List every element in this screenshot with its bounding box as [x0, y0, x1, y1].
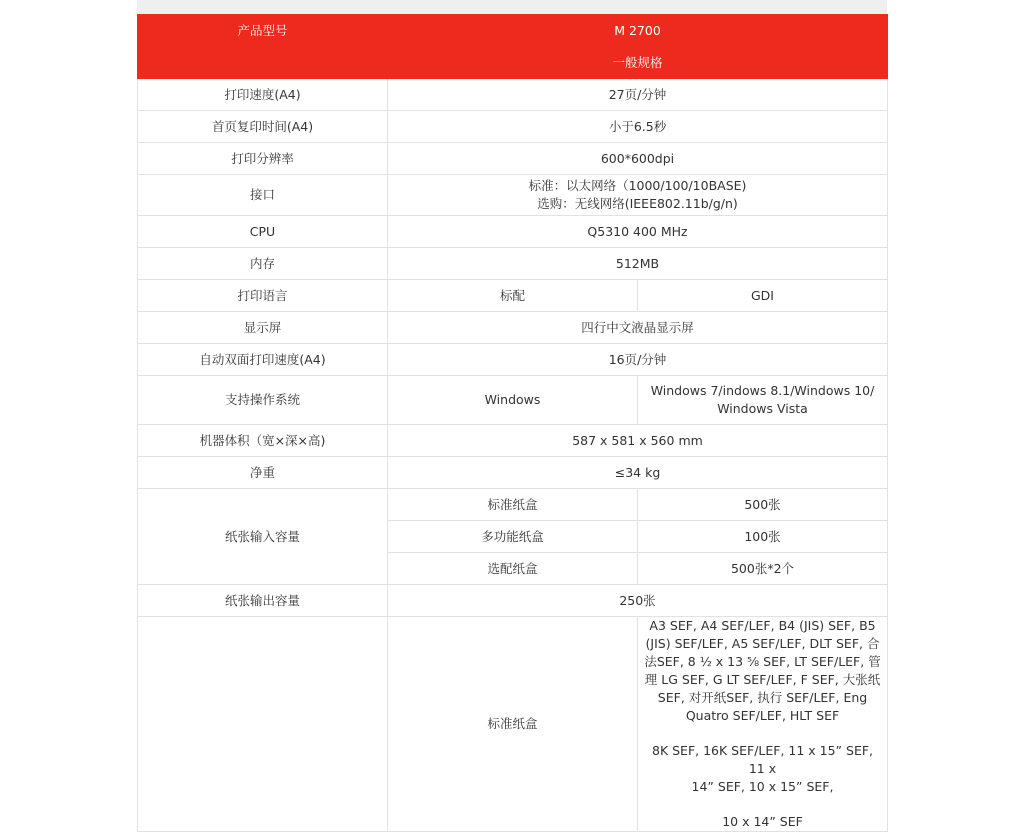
table-row	[138, 216, 888, 248]
section-spacer	[138, 47, 388, 79]
os-line-1: Windows 7/indows 8.1/Windows 10/	[650, 383, 875, 398]
row-value: 500张	[638, 489, 888, 521]
paper-size-list	[638, 617, 888, 832]
row-sub-label: 多功能纸盒	[388, 521, 638, 553]
paper-size-line: Quatro SEF/LEF, HLT SEF	[685, 708, 840, 723]
row-label: 接口	[138, 175, 388, 216]
table-row	[138, 175, 888, 216]
row-value: 小于6.5秒	[388, 111, 888, 143]
header-row-model	[138, 15, 888, 47]
header-row-section	[138, 47, 888, 79]
table-row	[138, 617, 888, 832]
spacer	[644, 725, 881, 742]
row-value: 四行中文液晶显示屏	[388, 312, 888, 344]
row-label: 纸张输出容量	[138, 585, 388, 617]
row-value: GDI	[638, 280, 888, 312]
table-row	[138, 312, 888, 344]
row-label: 打印语言	[138, 280, 388, 312]
interface-standard: 标准：以太网络（1000/100/10BASE)	[528, 178, 747, 193]
table-row	[138, 143, 888, 175]
row-value: ≤34 kg	[388, 457, 888, 489]
row-sub-label: Windows	[388, 376, 638, 425]
row-value: 500张*2个	[638, 553, 888, 585]
top-strip	[137, 0, 887, 14]
table-row	[138, 111, 888, 143]
row-sub-label: 标准纸盒	[388, 489, 638, 521]
row-label: 打印分辨率	[138, 143, 388, 175]
paper-size-line: 14” SEF, 10 x 15” SEF,	[691, 779, 834, 794]
table-row	[138, 376, 888, 425]
row-value: 587 x 581 x 560 mm	[388, 425, 888, 457]
row-label: 自动双面打印速度(A4)	[138, 344, 388, 376]
row-value: 16页/分钟	[388, 344, 888, 376]
row-label: 净重	[138, 457, 388, 489]
row-value: 27页/分钟	[388, 79, 888, 111]
row-label: 支持操作系统	[138, 376, 388, 425]
row-label: 机器体积（宽×深×高)	[138, 425, 388, 457]
row-label: 首页复印时间(A4)	[138, 111, 388, 143]
table-row	[138, 425, 888, 457]
spacer	[644, 796, 881, 813]
paper-size-line: (JIS) SEF/LEF, A5 SEF/LEF, DLT SEF, 合	[645, 636, 880, 651]
row-label: CPU	[138, 216, 388, 248]
table-row	[138, 457, 888, 489]
section-title: 一般规格	[388, 47, 888, 79]
row-sub-label: 标配	[388, 280, 638, 312]
model-value: M 2700	[388, 15, 888, 47]
table-row	[138, 489, 888, 521]
table-row	[138, 280, 888, 312]
row-value: 512MB	[388, 248, 888, 280]
row-value	[388, 175, 888, 216]
row-label: 内存	[138, 248, 388, 280]
paper-size-line: A3 SEF, A4 SEF/LEF, B4 (JIS) SEF, B5	[649, 618, 876, 633]
paper-size-line: 法SEF, 8 ½ x 13 ⅝ SEF, LT SEF/LEF, 管	[644, 654, 881, 669]
row-value	[638, 376, 888, 425]
row-label: 显示屏	[138, 312, 388, 344]
row-label: 打印速度(A4)	[138, 79, 388, 111]
row-value: 600*600dpi	[388, 143, 888, 175]
table-row	[138, 248, 888, 280]
paper-size-line: 理 LG SEF, G LT SEF/LEF, F SEF, 大张纸	[644, 672, 881, 687]
spec-table	[137, 14, 888, 832]
paper-size-line: 8K SEF, 16K SEF/LEF, 11 x 15” SEF, 11 x	[652, 743, 874, 776]
row-label-empty	[138, 617, 388, 832]
model-label: 产品型号	[138, 15, 388, 47]
row-value: Q5310 400 MHz	[388, 216, 888, 248]
row-sub-label: 标准纸盒	[388, 617, 638, 832]
table-row	[138, 585, 888, 617]
os-line-2: Windows Vista	[717, 401, 808, 416]
row-label: 纸张输入容量	[138, 489, 388, 585]
row-value: 250张	[388, 585, 888, 617]
paper-size-line: 10 x 14” SEF	[722, 814, 803, 829]
interface-optional: 选购：无线网络(IEEE802.11b/g/n)	[537, 196, 738, 211]
table-row	[138, 79, 888, 111]
paper-size-line: SEF, 对开纸SEF, 执行 SEF/LEF, Eng	[657, 690, 868, 705]
row-sub-label: 选配纸盒	[388, 553, 638, 585]
row-value: 100张	[638, 521, 888, 553]
table-row	[138, 344, 888, 376]
